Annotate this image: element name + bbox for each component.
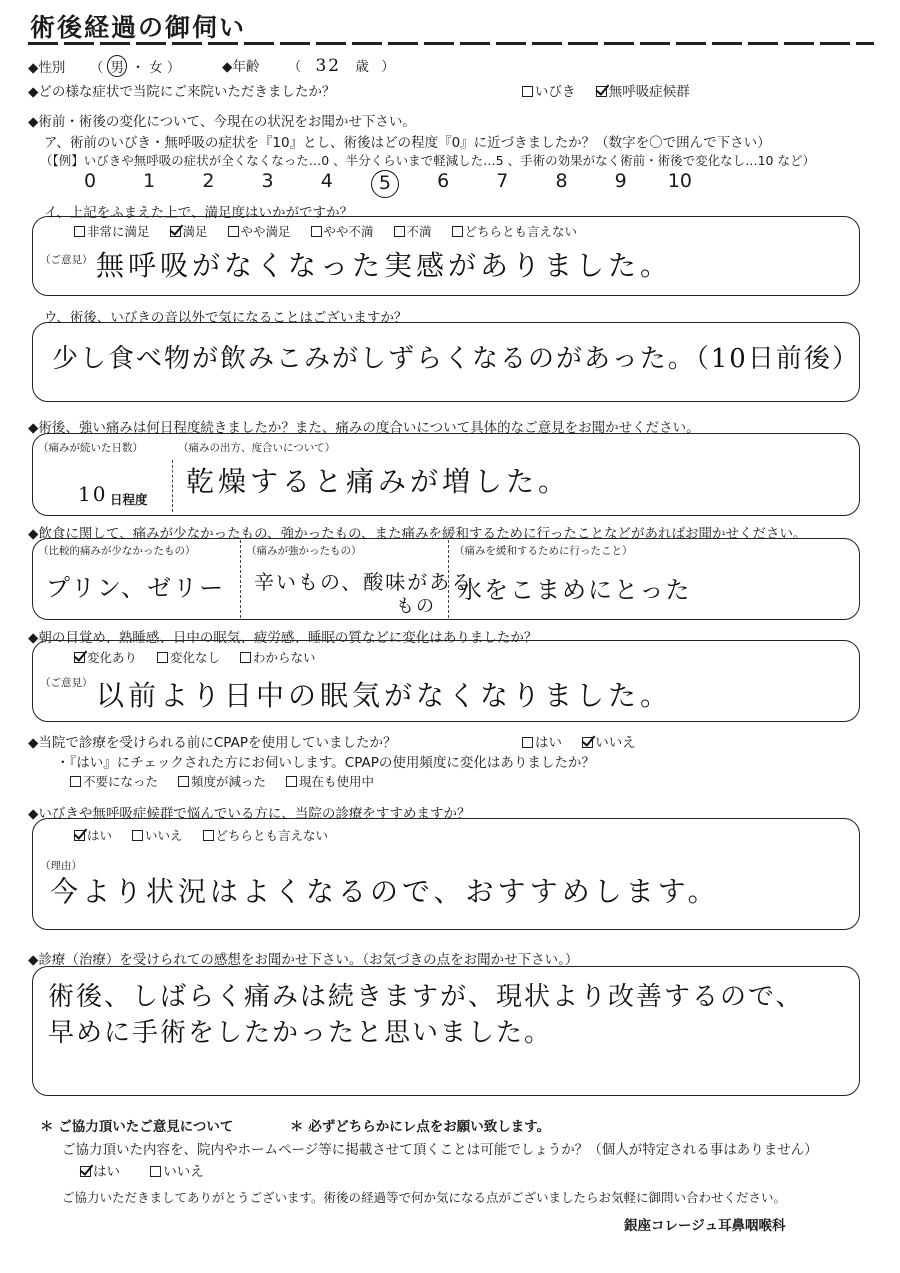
checkbox-icon[interactable] (522, 86, 533, 97)
satisfaction-option-satisfied[interactable]: 満足 (170, 222, 208, 240)
footer-note-a: ＊ ご協力頂いたご意見について (40, 1119, 234, 1135)
change-scale (75, 170, 695, 198)
age-label: ◆年齢 (222, 59, 260, 75)
food-relief-label: （痛みを緩和するために行ったこと） (454, 545, 633, 557)
pain-days-value[interactable]: 10 (78, 482, 108, 506)
consent-option-yes[interactable]: はい (80, 1160, 120, 1180)
satisfaction-question: イ、上記をふまえた上で、満足度はいかがですか？ (44, 205, 354, 221)
consent-option-no[interactable]: いいえ (150, 1160, 204, 1180)
scale-1[interactable]: 1 (143, 170, 156, 192)
recommend-option-no[interactable]: いいえ (132, 826, 183, 844)
scale-2[interactable]: 2 (202, 170, 215, 192)
satisfaction-comment-label: （ご意見） (40, 254, 93, 266)
recommend-option-neutral[interactable]: どちらとも言えない (203, 826, 329, 844)
other-answer[interactable]: 少し食べ物が飲みこみがしずらくなるのがあった。（10日前後） (52, 344, 860, 374)
food-strong-label: （痛みが強かったもの） (246, 545, 362, 557)
symptom-options (522, 80, 706, 100)
food-strong-line1[interactable]: 辛いもの、酸味がある (254, 570, 474, 594)
sleep-option-unchanged[interactable]: 変化なし (157, 648, 220, 666)
satisfaction-options (74, 222, 593, 240)
cpap-followup-question: ・『はい』にチェックされた方にお伺いします。CPAPの使用頻度に変化はありましたか？ (56, 755, 595, 771)
checkbox-checked-icon[interactable] (596, 86, 607, 97)
pain-divider (172, 460, 173, 512)
cpap-option-no[interactable]: いいえ (582, 731, 636, 751)
gender-separator: ・ (131, 60, 145, 76)
scale-6[interactable]: 6 (437, 170, 450, 192)
food-less-label: （比較的痛みが少なかったもの） (38, 545, 196, 557)
page-title: 術後経過の御伺い (30, 13, 247, 42)
cpap-followup-options (70, 772, 390, 790)
recommend-option-yes[interactable]: はい (74, 826, 112, 844)
gender-row (28, 55, 180, 77)
cpap-followup-still-using[interactable]: 現在も使用中 (286, 772, 374, 790)
pain-days-unit: 日程度 (110, 492, 148, 507)
sleep-option-changed[interactable]: 変化あり (74, 648, 137, 666)
food-strong-line2[interactable]: もの (396, 596, 436, 617)
title-underline (28, 42, 874, 45)
pain-days-label: （痛みが続いた日数） (38, 442, 143, 454)
age-open-paren: （ (287, 59, 302, 75)
scale-8[interactable]: 8 (555, 170, 568, 192)
sleep-question: ◆朝の目覚め、熟睡感、日中の眠気、疲労感、睡眠の質などに変化はありましたか？ (28, 630, 538, 646)
sleep-options (74, 648, 332, 666)
sleep-comment-label: （ご意見） (40, 677, 93, 689)
cpap-followup-reduced[interactable]: 頻度が減った (178, 772, 266, 790)
scale-3[interactable]: 3 (261, 170, 274, 192)
satisfaction-option-slightly-unsatisfied[interactable]: やや不満 (311, 222, 374, 240)
impression-line-2[interactable]: 早めに手術をしたかったと思いました。 (48, 1018, 553, 1048)
recommend-reason[interactable]: 今より状況はよくなるので、おすすめします。 (50, 875, 720, 908)
sleep-option-unknown[interactable]: わからない (240, 648, 316, 666)
pain-question: ◆術後、強い痛みは何日程度続きましたか？また、痛みの度合いについて具体的なご意見をお聞かせください。 (28, 420, 700, 436)
cpap-question: ◆当院で診療を受けられる前にCPAPを使用していましたか？ (28, 735, 397, 751)
clinic-name: 銀座コレージュ耳鼻咽喉科 (624, 1218, 786, 1234)
satisfaction-option-somewhat[interactable]: やや満足 (228, 222, 291, 240)
gender-label: ◆性別 (28, 60, 66, 76)
impression-question: ◆診療（治療）を受けられての感想をお聞かせ下さい。（お気づきの点をお聞かせ下さい。） (28, 952, 579, 968)
recommend-reason-label: （理由） (40, 860, 82, 872)
scale-10[interactable]: 10 (667, 170, 692, 192)
cpap-option-yes[interactable]: はい (522, 731, 562, 751)
scale-7[interactable]: 7 (496, 170, 509, 192)
food-divider-1 (240, 540, 241, 618)
age-unit: 歳 (355, 59, 369, 75)
symptom-option-snoring[interactable]: いびき (522, 80, 576, 100)
scale-5-selected[interactable]: 5 (371, 170, 399, 198)
age-close-paren: ） (381, 59, 395, 75)
impression-line-1[interactable]: 術後、しばらく痛みは続きますが、現状より改善するので、 (48, 982, 804, 1012)
cpap-followup-not-needed[interactable]: 不要になった (70, 772, 158, 790)
recommend-options (74, 826, 344, 844)
age-value[interactable]: 32 (315, 56, 342, 76)
satisfaction-option-neutral[interactable]: どちらとも言えない (452, 222, 578, 240)
pain-degree-label: （痛みの出方、度合いについて） (178, 442, 336, 454)
satisfaction-comment[interactable]: 無呼吸がなくなった実感がありました。 (96, 249, 673, 282)
footer-thanks: ご協力いただきましてありがとうございます。術後の経過等で何か気になる点がございましたらお気軽に御問い合わせください。 (62, 1190, 787, 1205)
scale-4[interactable]: 4 (320, 170, 333, 192)
cpap-options (522, 731, 652, 751)
footer-consent-options (80, 1160, 220, 1180)
satisfaction-option-very[interactable]: 非常に満足 (74, 222, 150, 240)
sleep-comment[interactable]: 以前より日中の眠気がなくなりました。 (96, 679, 673, 712)
change-question: ◆術前・術後の変化について、今現在の状況をお聞かせ下さい。 (28, 114, 416, 130)
gender-open-paren: （ (89, 60, 104, 76)
footer-note-b: ＊ 必ずどちらかにレ点をお願い致します。 (290, 1119, 551, 1135)
food-less[interactable]: プリン、ゼリー (46, 574, 226, 602)
scale-0[interactable]: 0 (83, 170, 97, 192)
change-sub-question: ア、術前のいびき・無呼吸の症状を『10』とし、術後はどの程度『0』に近づきましたか？（数字を〇で囲んで下さい） (44, 135, 771, 151)
satisfaction-option-unsatisfied[interactable]: 不満 (394, 222, 432, 240)
food-relief[interactable]: 水をこまめにとった (458, 576, 692, 604)
symptom-question: ◆どの様な症状で当院にご来院いただきましたか？ (28, 84, 336, 100)
symptom-option-apnea[interactable]: 無呼吸症候群 (596, 80, 690, 100)
scale-9[interactable]: 9 (614, 170, 627, 192)
footer-consent-question: ご協力頂いた内容を、院内やホームページ等に掲載させて頂くことは可能でしょうか？（個人が特定される事はありません） (62, 1142, 818, 1158)
other-question: ウ、術後、いびきの音以外で気になることはございますか？ (44, 310, 408, 326)
food-question: ◆飲食に関して、痛みが少なかったもの、強かったもの、また痛みを緩和するために行ったことなどがあればお聞かせください。 (28, 526, 807, 542)
pain-degree[interactable]: 乾燥すると痛みが増した。 (186, 465, 571, 498)
change-example: （【例】いびきや無呼吸の症状が全くなくなった…0 、半分くらいまで軽減した…5 、手術の効果がなく術前・術後で変化なし…10 など） (40, 153, 815, 168)
age-row (222, 55, 395, 76)
gender-option-male[interactable]: 男 (107, 55, 127, 77)
gender-close-paren: ） (166, 60, 181, 76)
gender-option-female[interactable]: 女 (149, 60, 163, 76)
recommend-question: ◆いびきや無呼吸症候群で悩んでいる方に、当院の診療をすすめますか？ (28, 806, 471, 822)
